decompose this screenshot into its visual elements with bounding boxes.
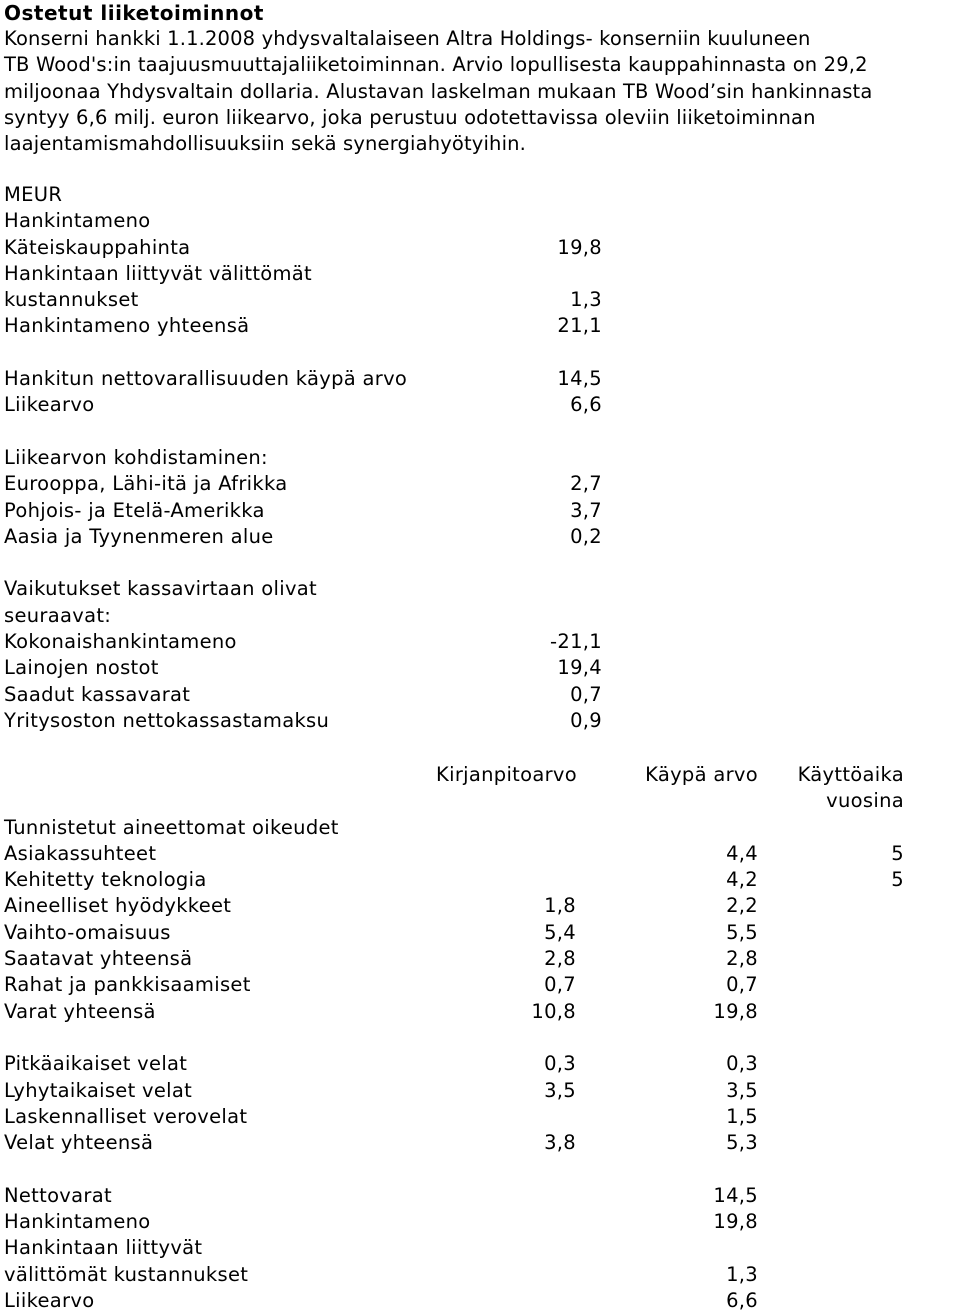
header-useful-life-unit: vuosina (826, 789, 904, 813)
row-label: Hankintameno yhteensä (4, 314, 250, 338)
fair-value-cell: 4,2 (726, 868, 758, 892)
row-label: Käteiskauppahinta (4, 235, 191, 259)
row-label: Hankintaan liittyvät (4, 1236, 203, 1260)
row-label: Nettovarat (4, 1183, 112, 1207)
useful-life-cell: 5 (891, 868, 904, 892)
row-label: Kokonaishankintameno (4, 630, 237, 654)
fair-value-cell: 2,8 (726, 947, 758, 971)
table-row (4, 1078, 904, 1104)
table-row (4, 1183, 904, 1209)
row-label: Pitkäaikaiset velat (4, 1052, 188, 1076)
header-useful-life: Käyttöaika (797, 763, 904, 786)
table-header-row-2 (4, 788, 904, 814)
table-row (4, 287, 602, 313)
row-label: Rahat ja pankkisaamiset (4, 973, 251, 997)
table-row (4, 366, 602, 392)
fair-value-cell: 6,6 (726, 1288, 758, 1312)
table-row (4, 999, 904, 1025)
table-row (4, 524, 602, 550)
table-row (4, 708, 602, 734)
header-fair-value: Käypä arvo (645, 763, 758, 786)
table-row (4, 445, 602, 471)
fair-value-cell: 0,3 (726, 1052, 758, 1076)
book-value-cell: 0,3 (544, 1052, 576, 1076)
row-label: Saatavat yhteensä (4, 947, 193, 971)
table-row (4, 471, 602, 497)
row-label: Hankintaan liittyvät välittömät (4, 261, 312, 285)
table-row (4, 629, 602, 655)
fair-value-cell: 1,3 (726, 1262, 758, 1286)
row-label: Eurooppa, Lähi-itä ja Afrikka (4, 472, 288, 496)
row-label: Saadut kassavarat (4, 682, 191, 706)
row-value: 14,5 (557, 367, 602, 391)
table-row (4, 867, 904, 893)
intro-line: miljoonaa Yhdysvaltain dollaria. Alustavan laskelman mukaan TB Wood’sin hankinnasta (4, 79, 873, 103)
section-title: Ostetut liiketoiminnot (4, 1, 264, 25)
spacer (4, 550, 602, 576)
row-label: Liikearvo (4, 1288, 95, 1312)
row-value: 0,9 (570, 708, 602, 732)
fair-value-cell: 0,7 (726, 973, 758, 997)
book-value-cell: 0,7 (544, 973, 576, 997)
table-row (4, 655, 602, 681)
table-row (4, 1209, 904, 1235)
book-value-cell: 10,8 (531, 999, 576, 1023)
table-row (4, 392, 602, 418)
row-label: välittömät kustannukset (4, 1262, 249, 1286)
spacer (4, 1025, 904, 1051)
row-value: 3,7 (570, 498, 602, 522)
row-label: Asiakassuhteet (4, 841, 157, 865)
row-label: Liikearvon kohdistaminen: (4, 445, 268, 469)
unit-label-row (4, 182, 602, 208)
table-row (4, 603, 602, 629)
row-value: 1,3 (570, 288, 602, 312)
table-row (4, 893, 904, 919)
intro-line: syntyy 6,6 milj. euron liikearvo, joka perustuu odotettavissa oleviin liiketoiminnan (4, 105, 816, 129)
row-value: 6,6 (570, 393, 602, 417)
fair-value-cell: 19,8 (713, 999, 758, 1023)
book-value-cell: 3,8 (544, 1131, 576, 1155)
table-row (4, 1130, 904, 1156)
row-label: Vaikutukset kassavirtaan olivat (4, 577, 317, 601)
row-value: 21,1 (557, 314, 602, 338)
useful-life-cell: 5 (891, 841, 904, 865)
table-row (4, 1051, 904, 1077)
row-label: Hankintameno (4, 1210, 151, 1234)
row-label: Laskennalliset verovelat (4, 1104, 248, 1128)
row-label: Pohjois- ja Etelä-Amerikka (4, 498, 265, 522)
table-row (4, 576, 602, 602)
row-value: 19,4 (557, 656, 602, 680)
row-label: Velat yhteensä (4, 1131, 154, 1155)
row-value: -21,1 (550, 630, 602, 654)
fair-value-cell: 5,5 (726, 920, 758, 944)
row-label: seuraavat: (4, 603, 112, 627)
row-label: Varat yhteensä (4, 999, 156, 1023)
row-label: Aineelliset hyödykkeet (4, 894, 232, 918)
fair-value-cell: 5,3 (726, 1131, 758, 1155)
fair-value-cell: 2,2 (726, 894, 758, 918)
book-value-cell: 3,5 (544, 1078, 576, 1102)
table-row (4, 1262, 904, 1288)
table-row (4, 498, 602, 524)
book-value-cell: 2,8 (544, 947, 576, 971)
row-value: 2,7 (570, 472, 602, 496)
row-value: 19,8 (557, 235, 602, 259)
row-value: 0,7 (570, 682, 602, 706)
table-row (4, 682, 602, 708)
table-row (4, 946, 904, 972)
assets-liabilities-table (4, 762, 904, 1314)
intro-line: laajentamismahdollisuuksiin sekä synergiahyötyihin. (4, 132, 526, 156)
row-label: Vaihto-omaisuus (4, 920, 171, 944)
table-row (4, 815, 904, 841)
fair-value-cell: 19,8 (713, 1210, 758, 1234)
header-book-value: Kirjanpitoarvo (436, 763, 577, 786)
fair-value-cell: 1,5 (726, 1104, 758, 1128)
fair-value-cell: 14,5 (713, 1183, 758, 1207)
row-label: Aasia ja Tyynenmeren alue (4, 524, 274, 548)
intro-line: Konserni hankki 1.1.2008 yhdysvaltalaiseen Altra Holdings- konserniin kuuluneen (4, 27, 811, 50)
row-label: Liikearvo (4, 393, 95, 417)
row-label: Lyhytaikaiset velat (4, 1078, 193, 1102)
table-row (4, 1235, 904, 1261)
table-header-row (4, 762, 904, 788)
table-row (4, 841, 904, 867)
table-row (4, 1104, 904, 1130)
intro-paragraph (4, 26, 958, 157)
table-row (4, 1288, 904, 1314)
book-value-cell: 5,4 (544, 920, 576, 944)
spacer (4, 419, 602, 445)
row-label: Kehitetty teknologia (4, 868, 207, 892)
table-row (4, 235, 602, 261)
row-label: kustannukset (4, 288, 139, 312)
spacer (4, 340, 602, 366)
row-label: Lainojen nostot (4, 656, 159, 680)
fair-value-cell: 4,4 (726, 841, 758, 865)
acquisition-heading: Hankintameno (4, 209, 151, 233)
table-row (4, 972, 904, 998)
row-label: Tunnistetut aineettomat oikeudet (4, 815, 339, 839)
fair-value-cell: 3,5 (726, 1078, 758, 1102)
acquisition-cost-table (4, 182, 602, 734)
acquisition-heading-row (4, 208, 602, 234)
book-value-cell: 1,8 (544, 894, 576, 918)
spacer (4, 1156, 904, 1182)
table-row (4, 920, 904, 946)
row-label: Yritysoston nettokassastamaksu (4, 708, 330, 732)
row-label: Hankitun nettovarallisuuden käypä arvo (4, 367, 408, 391)
table-row (4, 261, 602, 287)
table-row (4, 313, 602, 339)
intro-line: TB Wood's:in taajuusmuuttajaliiketoiminnan. Arvio lopullisesta kauppahinnasta on 29,2 (4, 53, 868, 77)
row-value: 0,2 (570, 524, 602, 548)
unit-label: MEUR (4, 183, 63, 206)
